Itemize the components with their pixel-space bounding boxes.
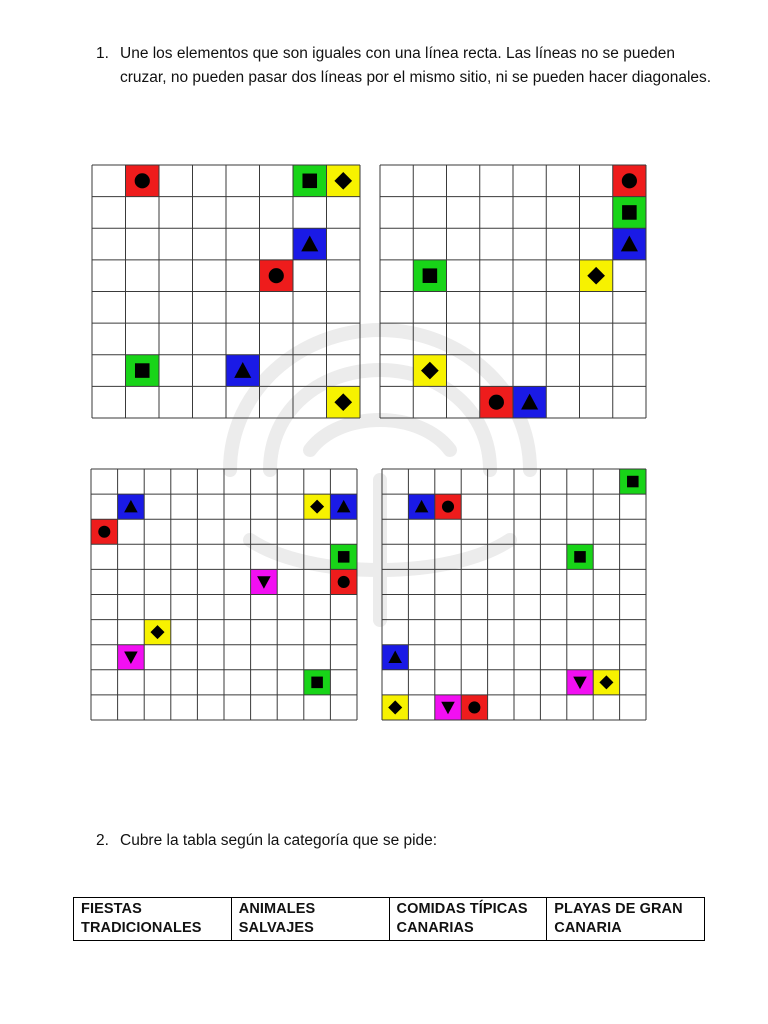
instruction-1 (96, 42, 716, 90)
piece-red-circle[interactable] (260, 260, 294, 292)
instruction-number: 1. (96, 45, 109, 62)
piece-magenta-triangle-down[interactable] (435, 695, 461, 720)
instruction-text: Cubre la tabla según la categoría que se pide: (120, 832, 438, 849)
square-icon (622, 205, 637, 220)
square-icon (302, 174, 317, 189)
instruction-2 (96, 829, 716, 853)
piece-green-square[interactable] (330, 544, 357, 569)
piece-magenta-triangle-down[interactable] (567, 670, 593, 695)
piece-yellow-diamond[interactable] (593, 670, 619, 695)
piece-yellow-diamond[interactable] (580, 260, 613, 292)
square-icon (338, 551, 350, 563)
header-line: SALVAJES (238, 920, 314, 936)
header-line: CANARIAS (396, 920, 474, 936)
piece-blue-triangle[interactable] (513, 386, 546, 418)
square-icon (627, 476, 639, 488)
header-cell-comidas[interactable] (389, 898, 547, 941)
header-line: PLAYAS DE GRAN (554, 901, 683, 917)
piece-blue-triangle[interactable] (226, 355, 260, 387)
square-icon (423, 268, 438, 283)
header-line: CANARIA (554, 920, 622, 936)
header-line: TRADICIONALES (81, 920, 202, 936)
table-row (74, 898, 705, 941)
piece-blue-triangle[interactable] (382, 645, 408, 670)
piece-green-square[interactable] (413, 260, 446, 292)
piece-yellow-diamond[interactable] (144, 620, 171, 645)
grid-canvas[interactable] (381, 468, 647, 721)
square-icon (574, 551, 586, 563)
piece-red-circle[interactable] (91, 519, 118, 544)
circle-icon (338, 576, 350, 588)
piece-red-circle[interactable] (480, 386, 513, 418)
grid-canvas[interactable] (90, 468, 358, 721)
header-line: ANIMALES (238, 901, 316, 917)
circle-icon (468, 701, 480, 713)
piece-yellow-diamond[interactable] (413, 355, 446, 387)
piece-magenta-triangle-down[interactable] (251, 569, 278, 594)
piece-red-circle[interactable] (461, 695, 487, 720)
instruction-text: Une los elementos que son iguales con una línea recta. Las líneas no se pueden cruzar, no pueden pasar dos líneas por el mismo sitio, ni se pueden hacer diagonales. (120, 45, 712, 86)
piece-red-circle[interactable] (613, 165, 646, 197)
square-icon (311, 677, 323, 689)
puzzle-grid-3[interactable] (90, 468, 358, 721)
piece-red-circle[interactable] (330, 569, 357, 594)
piece-blue-triangle[interactable] (330, 494, 357, 519)
piece-green-square[interactable] (126, 355, 160, 387)
circle-icon (489, 395, 504, 410)
piece-yellow-diamond[interactable] (327, 386, 361, 418)
header-cell-fiestas[interactable] (74, 898, 232, 941)
circle-icon (135, 173, 150, 188)
piece-magenta-triangle-down[interactable] (118, 645, 145, 670)
piece-blue-triangle[interactable] (408, 494, 434, 519)
piece-green-square[interactable] (293, 165, 327, 197)
piece-green-square[interactable] (620, 469, 646, 494)
grid-canvas[interactable] (379, 164, 647, 419)
circle-icon (442, 501, 454, 513)
piece-yellow-diamond[interactable] (304, 494, 331, 519)
piece-yellow-diamond[interactable] (382, 695, 408, 720)
piece-blue-triangle[interactable] (613, 228, 646, 260)
piece-green-square[interactable] (613, 197, 646, 229)
piece-red-circle[interactable] (126, 165, 160, 197)
puzzle-grid-1[interactable] (91, 164, 361, 419)
piece-green-square[interactable] (567, 544, 593, 569)
header-line: FIESTAS (81, 901, 142, 917)
circle-icon (269, 268, 284, 283)
puzzle-grid-4[interactable] (381, 468, 647, 721)
instruction-number: 2. (96, 832, 109, 849)
piece-red-circle[interactable] (435, 494, 461, 519)
piece-blue-triangle[interactable] (293, 228, 327, 260)
header-cell-animales[interactable] (231, 898, 389, 941)
puzzle-grid-2[interactable] (379, 164, 647, 419)
grid-canvas[interactable] (91, 164, 361, 419)
piece-green-square[interactable] (304, 670, 331, 695)
circle-icon (98, 526, 110, 538)
square-icon (135, 363, 150, 378)
category-table (73, 897, 705, 941)
header-line: COMIDAS TÍPICAS (396, 901, 528, 917)
piece-blue-triangle[interactable] (118, 494, 145, 519)
header-cell-playas[interactable] (547, 898, 705, 941)
piece-yellow-diamond[interactable] (327, 165, 361, 197)
circle-icon (622, 173, 637, 188)
